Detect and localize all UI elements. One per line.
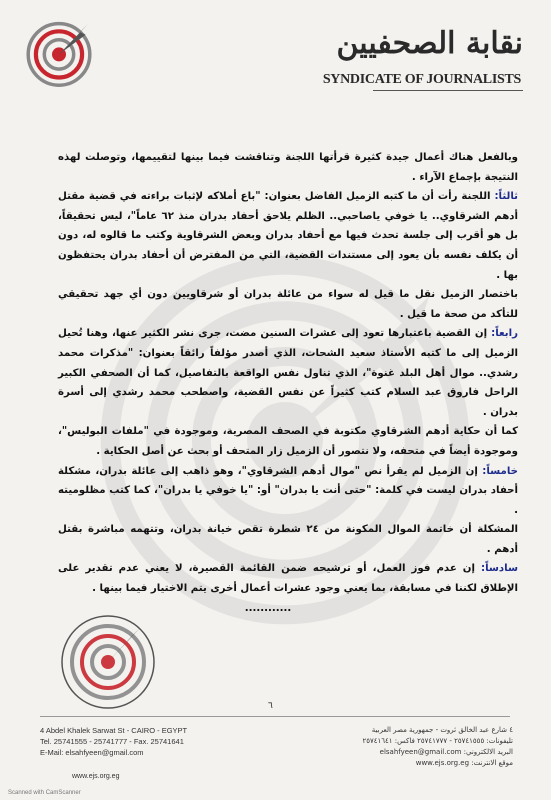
paragraph-text: إن عدم فوز العمل، أو ترشيحه ضمن القائمة القصيرة، لا يعني عدم تقدير على الإطلاق لكننا في مسابقة، بما يعني وجود عشرات أعمال أخرى يتم الاختيار فيما بينها . (58, 563, 518, 595)
header-title-english: SYNDICATE OF JOURNALISTS (322, 72, 521, 87)
page-number: ٦ (268, 701, 273, 711)
paragraph-text: إن الزميل لم يقرأ نص "موال أدهم الشرقاوي"، وهو ذاهب إلى عائلة بدران، مشكلة أحفاد بدران ليست في كلمة: "حتى أنت يا بدران" أو: "يا خوفي يا بدران"، كما كتب مظلوميته . (58, 465, 518, 516)
paragraph-label: رابعاً: (491, 328, 518, 340)
footer-email-label: البريد الالكتروني: (463, 748, 513, 756)
scanner-watermark: Scanned with CamScanner (8, 790, 81, 796)
footer-web-label: موقع الانترنت: (471, 759, 513, 767)
syndicate-logo (24, 18, 94, 88)
paragraph-text: اللجنة رأت أن ما كتبه الزميل الفاضل بعنوان: "باع أملاكه لإثبات براءته في قضية مقتل أدهم الشرقاوي.. يا خوفي ياصاحبي.. الظلم يلاحق أحفاد بدران منذ ٦٢ عاماً"، ليس تحقيقاً، بل هو أقرب إلى جلسة تحدث فيها مع أحفاد بدران وبعض الشرقاوية وكتب ما قالوه له، دون أن يكلف نفسه بأن يعود إلى مستندات القضية، التي من المفترض أن أحفاد بدران يحتفظون بها . (58, 191, 519, 281)
intro-paragraph: وبالفعل هناك أعمال جيدة كثيرة قرأتها اللجنة وتناقشت فيما بينها لتقييمها، وتوصلت لهذه النتيجة بإجماع الآراء . (58, 152, 518, 183)
footer-address: 4 Abdel Khalek Sarwat St - CAIRO - EGYPT (40, 726, 188, 735)
closing-dots: ............ (244, 602, 292, 614)
paragraph-third (58, 187, 518, 285)
paragraph-label: خامساً: (482, 465, 518, 477)
footer-divider (40, 716, 510, 717)
footer-email-value[interactable]: elsahfyeen@gmail.com (379, 748, 462, 756)
paragraph-fifth-continued: المشكلة أن خاتمة الموال المكونة من ٢٤ شطرة تقص خيانة بدران، وتتهمه مباشرة بقتل أدهم . (58, 524, 519, 555)
footer-email-arabic (362, 747, 513, 758)
paragraph-label: سادساً: (481, 563, 518, 575)
paragraph-fourth (58, 324, 518, 422)
footer-arabic (362, 725, 513, 769)
footer-web-value[interactable]: www.ejs.org.eg (415, 759, 470, 767)
paragraph-fifth (58, 462, 518, 521)
paragraph-text: إن القضية باعتبارها تعود إلى عشرات السنين مضت، جرى نشر الكثير عنها، وهنا تُحيل الزميل إلى ما كتبه الأستاذ سعيد الشحات، الذي أصدر مؤلفاً رائقاً بعنوان: "مذكرات محمد رشدي.. موال أهل البلد غنوة"، الذي تناول نفس الواقعة بالتفاصيل، كما أن الصحفي الكبير الراحل فاروق عبد السلام كتب كثيراً عن نفس القضية، واصطحب محمد رشدي إلى أسرة بدران . (58, 328, 518, 418)
footer-phone: Tel. 25741555 - 25741777 - Fax. 25741641 (40, 737, 184, 746)
header-title-arabic: نقابة الصحفيين (336, 26, 523, 61)
footer-english (40, 725, 187, 758)
paragraph-fourth-continued: كما أن حكاية أدهم الشرقاوي مكتوبة في الصحف المصرية، وموجودة في "ملفات البوليس"، وموجودة أيضاً في متحفه، ولا نتصور أن الزميل زار المتحف أو بحث عن أصل الحكاية . (58, 426, 518, 457)
footer-email[interactable]: E-Mail: elsahfyeen@gmail.com (40, 748, 144, 757)
footer-phone-arabic: تليفونات: ٢٥٧٤١٥٥٥ - ٢٥٧٤١٧٧٧ فاكس: ٢٥٧٤١٦٤١ (362, 737, 513, 745)
header-divider (373, 90, 523, 91)
footer-logo (58, 612, 158, 712)
paragraph-third-summary: باختصار الزميل نقل ما قيل له سواء من عائلة بدران أو شرقاويين دون أي جهد تحقيقي للتأكد من صحة ما قيل . (58, 289, 518, 320)
footer-address-arabic: ٤ شارع عبد الخالق ثروت - جمهورية مصر العربية (371, 726, 513, 734)
footer-web-arabic (362, 758, 513, 769)
letter-body (58, 148, 518, 618)
paragraph-sixth (58, 559, 518, 598)
footer-website-english[interactable]: www.ejs.org.eg (72, 773, 120, 780)
paragraph-label: ثالثاً: (494, 191, 518, 203)
